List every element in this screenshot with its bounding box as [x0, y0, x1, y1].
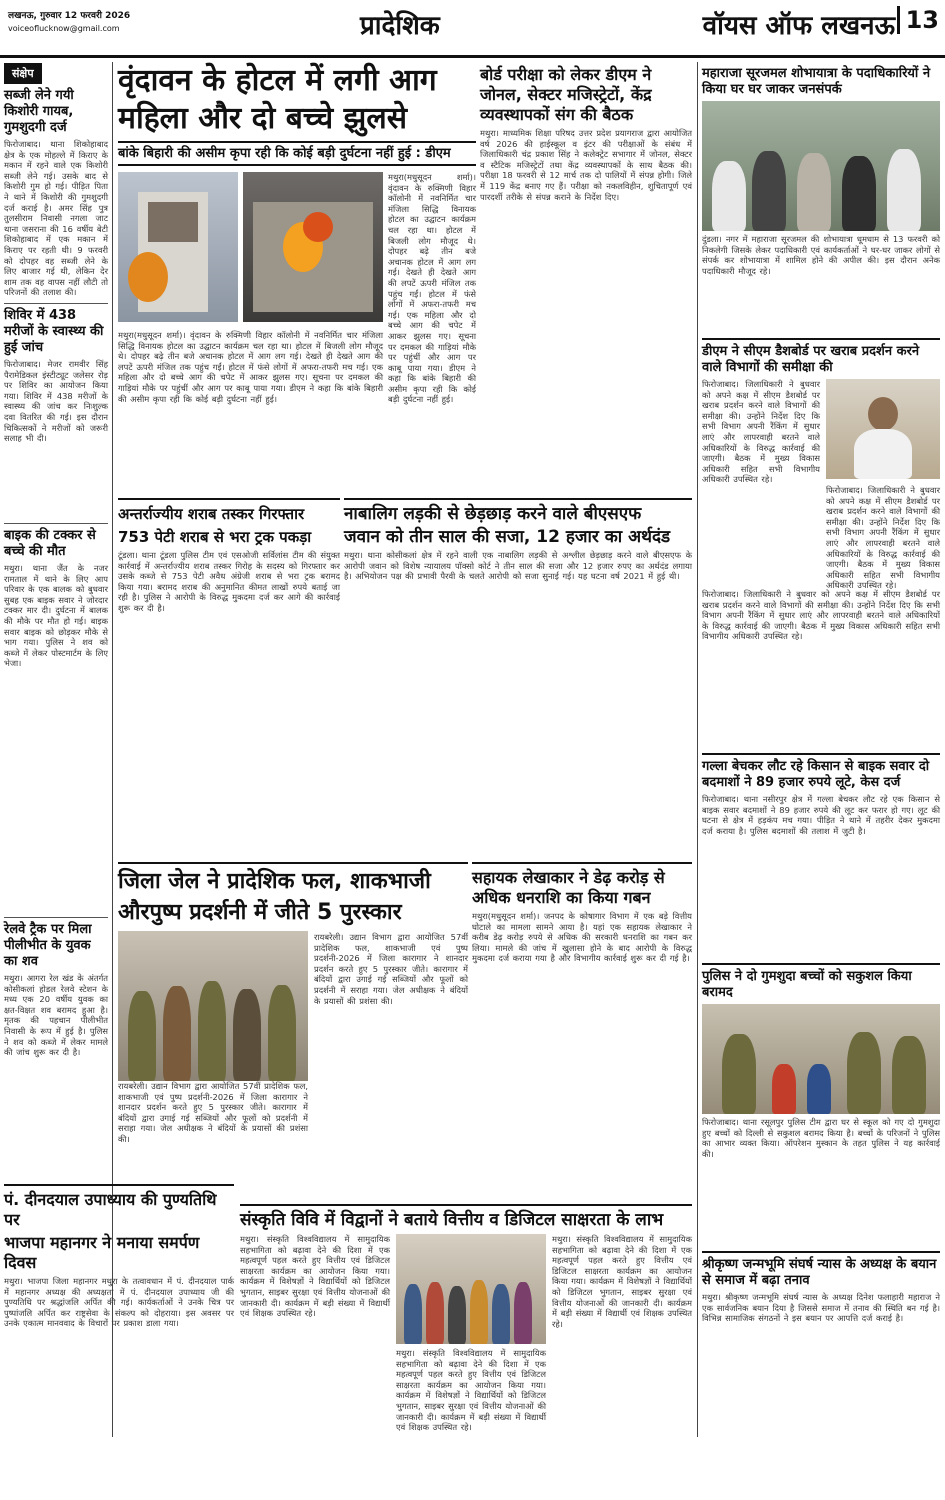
divider [702, 338, 940, 340]
bsf-jawan-story [344, 494, 692, 854]
lead-story [118, 62, 476, 492]
missing-children-text: फिरोजाबाद। थाना रसूलपुर पुलिस टीम द्वारा घर से स्कूल को गए दो गुमशुदा हुए बच्चों को दिल्ली से सकुशल बरामद किया है। बच्चों के परिजनों ने पुलिस का आभार व्यक्त किया। ऑपरेशन मुस्कान के तहत पुलिस ने यह कार्रवाई की। [702, 1117, 940, 1159]
lead-subheadline: बांके बिहारी की असीम कृपा रही कि कोई बड़ी दुर्घटना नहीं हुई : डीएम [118, 141, 476, 166]
deendayal-headline-line2: भाजपा महानगर ने मनाया समर्पण दिवस [4, 1233, 200, 1272]
brief-headline: सब्जी लेने गयी किशोरी गायब, गुमशुदगी दर्ज [4, 88, 74, 135]
krishna-text: मथुरा। श्रीकृष्ण जन्मभूमि संघर्ष न्यास के अध्यक्ष दिनेश फलाहारी महाराज ने एक सार्वजनिक बयान दिया है जिससे समाज में तनाव की स्थिति बन गई है। विभिन्न सामाजिक संगठनों ने इस बयान पर आपत्ति दर्ज कराई है। [702, 1292, 940, 1324]
embezzlement-headline: सहायक लेखाकार ने डेढ़ करोड़ से अधिक धनराशि का किया गबन [472, 868, 665, 907]
lead-text-cont: मथुरा(मधुसूदन शर्मा)। वृंदावन के रुक्मिणी विहार कॉलोनी में नवनिर्मित चार मंजिला सिद्धि विनायक होटल का उद्घाटन कार्यक्रम चल रहा था। होटल में बिजली लोग मौजूद थे। दोपहर बढ़े तीन बजे अचानक होटल में आग लग गई। देखते ही देखते आग की लपटें ऊपरी मंजिल तक पहुंच गईं। होटल में फंसे लोगों में अफरा-तफरी मच गई। एक महिला और दो बच्चे आग की चपेट में आकर झुलस गए। सूचना पर दमकल की गाड़ियां मौके पर पहुंचीं और आग पर काबू पाया गया। डीएम ने कहा कि बांके बिहारी की असीम कृपा रही कि कोई बड़ी दुर्घटना नहीं हुई। [118, 330, 383, 404]
smuggler-headline-line1: अन्तर्राज्यीय शराब तस्कर गिरफ्तार [118, 505, 305, 523]
issue-date: लखनऊ, गुरुवार 12 फरवरी 2026 [8, 11, 131, 21]
divider [118, 498, 340, 500]
right-column [702, 62, 940, 1440]
brief-text: मथुरा। थाना जैंत के नजर रामताल में थाने के लिए आप परिवार के एक बालक को बुधवार सुबह एक बाइक सवार ने जोरदार टक्कर मार दी। दुर्घटना में बालक की मौके पर मौत हो गई। बाइक सवार बाइक को छोड़कर मौके से भाग गया। पुलिस ने शव को कब्जे में लेकर पोस्टमार्टम के लिए भेजा। [4, 563, 108, 669]
deendayal-text: मथुरा। भाजपा जिला महानगर मथुरा के तत्वावधान में पं. दीनदयाल पार्क में महानगर अध्यक्ष की अध्यक्षता में पं. दीनदयाल उपाध्याय जी की पुण्यतिथि पर श्रद्धांजलि अर्पित की गई। कार्यकर्ताओं ने उनके चित्र पर पुष्पांजलि अर्पित कर राष्ट्रसेवा के संकल्प को दोहराया। इस अवसर पर उनके एकात्म मानववाद के विचारों पर प्रकाश डाला गया। [4, 1276, 234, 1329]
farmer-robbery-text: फिरोजाबाद। थाना नसीरपुर क्षेत्र में गल्ला बेचकर लौट रहे एक किसान से बाइक सवार बदमाशों ने 89 हजार रुपये की लूट कर फरार हो गए। लूट की घटना से क्षेत्र में हड़कंप मच गया। पीड़ित ने थाने में तहरीर देकर मुकदमा दर्ज कराया है। पुलिस बदमाशों की तलाश में जुटी है। [702, 794, 940, 836]
column-divider [697, 62, 698, 1437]
paper-name: वॉयस ऑफ लखनऊ [702, 11, 895, 41]
jail-exhibition-story [118, 858, 468, 1198]
sanskriti-story [240, 1200, 692, 1440]
lead-photo-fire [118, 172, 238, 322]
maharaja-headline: महाराजा सूरजमल शोभायात्रा के पदाधिकारियों ने किया घर घर जाकर जनसंपर्क [702, 66, 931, 97]
maharaja-text: दुंडला। नगर में महाराजा सूरजमल की शोभायात्रा धूमधाम से 13 फरवरी को निकलेगी जिसके लेकर पदाधिकारी एवं कार्यकर्ताओं ने घर-घर जाकर लोगों से संपर्क कर शोभायात्रा में शामिल होने की अपील की। इस दौरान अनेक पदाधिकारी मौजूद रहे। [702, 234, 940, 276]
jail-text-cont: रायबरेली। उद्यान विभाग द्वारा आयोजित 57वीं प्रादेशिक फल, शाकभाजी एवं पुष्प प्रदर्शनी-2026 में जिला कारागार ने शानदार प्रदर्शन करते हुए 5 पुरस्कार जीते। कारागार में बंदियों द्वारा उगाई गई सब्जियों और फूलों को प्रदर्शनी में सराहा गया। जेल अधीक्षक ने बंदियों के प्रयासों की प्रशंसा की। [118, 1081, 308, 1144]
masthead [0, 0, 945, 58]
divider [4, 917, 108, 918]
divider [702, 753, 940, 755]
divider [344, 498, 692, 500]
sanskriti-photo-group [396, 1234, 546, 1344]
dm-review-text-more: फिरोजाबाद। जिलाधिकारी ने बुधवार को अपने कक्ष में सीएम डैशबोर्ड पर खराब प्रदर्शन करने वाले विभागों की समीक्षा की। उन्होंने निर्देश दिए कि सभी विभाग अपनी रैंकिंग में सुधार लाएं और लापरवाही बरतने वाले अधिकारियों के विरुद्ध कार्रवाई की जाएगी। बैठक में मुख्य विकास अधिकारी सहित सभी विभागीय अधिकारी उपस्थित रहे। [702, 589, 940, 642]
divider [118, 862, 468, 864]
sanskriti-text-cont2: मथुरा। संस्कृति विश्वविद्यालय में सामुदायिक सहभागिता को बढ़ावा देने की दिशा में एक महत्वपूर्ण पहल करते हुए वित्तीय एवं डिजिटल साक्षरता कार्यक्रम का आयोजन किया गया। कार्यक्रम में विशेषज्ञों ने विद्यार्थियों को डिजिटल भुगतान, साइबर सुरक्षा एवं वित्तीय योजनाओं की जानकारी दी। कार्यक्रम में बड़ी संख्या में विद्यार्थी एवं शिक्षक उपस्थित रहे। [552, 1234, 692, 1329]
brief-text: मथुरा। आगरा रेल खंड के अंतर्गत कोसीकलां होडल रेलवे स्टेशन के मध्य एक 20 वर्षीय युवक का क्षत-विक्षत शव बरामद हुआ है। मृतक की पहचान पीलीभीत निवासी के रूप में हुई है। पुलिस ने शव को कब्जे में लेकर मामले की जांच शुरू कर दी है। [4, 973, 108, 1058]
board-headline: बोर्ड परीक्षा को लेकर डीएम ने जोनल, सेक्टर मजिस्ट्रेटों, केंद्र व्यवस्थापकों संग की बैठक [480, 65, 652, 124]
divider [702, 1251, 940, 1253]
jail-headline-line1: जिला जेल ने प्रादेशिक फल, शाकभाजी [118, 869, 431, 894]
divider [4, 1184, 234, 1186]
lead-headline-line1: वृंदावन के होटल में लगी आग [118, 63, 437, 98]
dm-review-text: फिरोजाबाद। जिलाधिकारी ने बुधवार को अपने कक्ष में सीएम डैशबोर्ड पर खराब प्रदर्शन करने वाले विभागों की समीक्षा की। उन्होंने निर्देश दिए कि सभी विभाग अपनी रैंकिंग में सुधार लाएं और लापरवाही बरतने वाले अधिकारियों के विरुद्ध कार्रवाई की जाएगी। बैठक में मुख्य विकास अधिकारी सहित सभी विभागीय अधिकारी उपस्थित रहे। [702, 379, 820, 485]
brief-text: फिरोजाबाद। थाना शिकोहाबाद क्षेत्र के एक मोहल्ले में किराए के मकान में रहने वाले एक किशोरी सब्जी लेने गई। उसके बाद से किशोरी गुम हो गई। पीड़ित पिता ने थाने में किशोरी की गुमशुदगी दर्ज कराई है। अमर सिंह पुत्र तुलसीराम निवासी नगला जाट थाना जसराना की 16 वर्षीय बेटी शिकोहाबाद में एक मकान में किराए पर रहती थी। 9 फरवरी को दोपहर वह सब्जी लेने के लिए बाजार गई थी, लेकिन देर शाम तक वह वापस नहीं लौटी तो परिजनों की तलाश की। [4, 139, 108, 298]
smuggler-text: टूंडला। थाना टूंडला पुलिस टीम एवं एसओजी सर्विलांस टीम की संयुक्त कार्रवाई में अन्तर्राज्यीय शराब तस्कर गिरोह के सदस्य को गिरफ्तार कर उसके कब्जे से 753 पेटी अवैध अंग्रेजी शराब से भरा ट्रक बरामद किया गया। बरामद शराब की अनुमानित कीमत लाखों रुपये बताई जा रही है। पुलिस ने आरोपी के विरुद्ध मुकदमा दर्ज कर आगे की कार्रवाई शुरू कर दी है। [118, 550, 340, 613]
sanskriti-headline: संस्कृति विवि में विद्वानों ने बताये वित्तीय व डिजिटल साक्षरता के लाभ [240, 1210, 664, 1230]
farmer-robbery-headline: गल्ला बेचकर लौट रहे किसान से बाइक सवार दो बदमाशों ने 89 हजार रुपये लूटे, केस दर्ज [702, 759, 930, 790]
smuggler-headline-line2: 753 पेटी शराब से भरा ट्रक पकड़ा [118, 528, 312, 546]
board-exam-story [480, 62, 692, 492]
bsf-text: मथुरा। थाना कोसीकलां क्षेत्र में रहने वाली एक नाबालिग लड़की से अश्लील छेड़छाड़ करने वाले बीएसएफ के आरोपी जवान को विशेष न्यायालय पॉक्सो कोर्ट ने तीन साल की सजा और 12 हजार रुपए का अर्थदंड लगाया है। अभियोजन पक्ष की प्रभावी पैरवी के चलते आरोपी को सजा सुनाई गई। यह घटना वर्ष 2021 में हुई थी। [344, 550, 692, 582]
page-number: 13 [897, 6, 939, 34]
lead-photo-building [243, 172, 383, 322]
brief-headline: रेलवे ट्रैक पर मिला पीलीभीत के युवक का शव [4, 922, 92, 969]
contact-email: voiceoflucknow@gmail.com [8, 24, 120, 33]
jail-photo-award [118, 931, 308, 1081]
deendayal-headline-line1: पं. दीनदयाल उपाध्याय की पुण्यतिथि पर [4, 1190, 217, 1229]
divider [4, 303, 108, 304]
brief-headline: बाइक की टक्कर से बच्चे की मौत [4, 528, 96, 559]
embezzlement-story [472, 858, 692, 1198]
lead-headline-line2: महिला और दो बच्चे झुलसे [118, 101, 407, 136]
divider [4, 523, 108, 524]
bsf-headline-line2: जवान को तीन साल की सजा, 12 हजार का अर्थदंड [344, 527, 671, 547]
dm-review-headline: डीएम ने सीएम डैशबोर्ड पर खराब प्रदर्शन करने वाले विभागों की समीक्षा की [702, 344, 920, 375]
sanskriti-text: मथुरा। संस्कृति विश्वविद्यालय में सामुदायिक सहभागिता को बढ़ावा देने की दिशा में एक महत्वपूर्ण पहल करते हुए वित्तीय एवं डिजिटल साक्षरता कार्यक्रम का आयोजन किया गया। कार्यक्रम में विशेषज्ञों ने विद्यार्थियों को डिजिटल भुगतान, साइबर सुरक्षा एवं वित्तीय योजनाओं की जानकारी दी। कार्यक्रम में बड़ी संख्या में विद्यार्थी एवं शिक्षक उपस्थित रहे। [240, 1234, 390, 1319]
maharaja-photo-group [702, 101, 940, 231]
board-text: मथुरा। माध्यमिक शिक्षा परिषद उत्तर प्रदेश प्रयागराज द्वारा आयोजित वर्ष 2026 की हाईस्कूल व इंटर की परीक्षाओं के संबंध में जिलाधिकारी चंद्र प्रकाश सिंह ने कलेक्ट्रेट सभागार में जोनल, सेक्टर व स्टैटिक मजिस्ट्रेटों तथा केंद्र व्यवस्थापकों के साथ बैठक की। परीक्षा 18 फरवरी से 12 मार्च तक दो पालियों में संपन्न होगी। जिले में 119 केंद्र बनाए गए हैं। परीक्षा को नकलविहीन, शुचितापूर्ण एवं पारदर्शी तरीके से संपन्न कराने के निर्देश दिए। [480, 128, 692, 202]
jail-text: रायबरेली। उद्यान विभाग द्वारा आयोजित 57वीं प्रादेशिक फल, शाकभाजी एवं पुष्प प्रदर्शनी-2026 में जिला कारागार ने शानदार प्रदर्शन करते हुए 5 पुरस्कार जीते। कारागार में बंदियों द्वारा उगाई गई सब्जियों और फूलों को प्रदर्शनी में सराहा गया। जेल अधीक्षक ने बंदियों के प्रयासों की प्रशंसा की। [314, 932, 468, 1006]
dm-review-body [702, 379, 940, 589]
brief-tag: संक्षेप [4, 63, 42, 84]
jail-headline-line2: औरपुष्प प्रदर्शनी में जीते 5 पुरस्कार [118, 900, 402, 925]
liquor-smuggler-story [118, 494, 340, 854]
embezzlement-text: मथुरा(मधुसूदन शर्मा)। जनपद के कोषागार विभाग में एक बड़े वित्तीय घोटाले का मामला सामने आया है। यहां एक सहायक लेखाकार ने करीब डेढ़ करोड़ रुपये से अधिक की सरकारी धनराशि का गबन कर लिया। मामले की जांच में खुलासा होने के बाद आरोपी के विरुद्ध मुकदमा दर्ज कराया गया है और विभागीय कार्रवाई शुरू कर दी गई है। [472, 911, 692, 964]
divider [702, 963, 940, 965]
krishna-headline: श्रीकृष्ण जन्मभूमि संघर्ष न्यास के अध्यक्ष के बयान से समाज में बढ़ा तनाव [702, 1257, 937, 1288]
sanskriti-text-cont: मथुरा। संस्कृति विश्वविद्यालय में सामुदायिक सहभागिता को बढ़ावा देने की दिशा में एक महत्वपूर्ण पहल करते हुए वित्तीय एवं डिजिटल साक्षरता कार्यक्रम का आयोजन किया गया। कार्यक्रम में विशेषज्ञों ने विद्यार्थियों को डिजिटल भुगतान, साइबर सुरक्षा एवं वित्तीय योजनाओं की जानकारी दी। कार्यक्रम में बड़ी संख्या में विद्यार्थी एवं शिक्षक उपस्थित रहे। [396, 1348, 546, 1433]
divider [240, 1204, 692, 1206]
bsf-headline-line1: नाबालिग लड़की से छेड़छाड़ करने वाले बीएसएफ [344, 504, 642, 524]
dm-review-text-cont: फिरोजाबाद। जिलाधिकारी ने बुधवार को अपने कक्ष में सीएम डैशबोर्ड पर खराब प्रदर्शन करने वाले विभागों की समीक्षा की। उन्होंने निर्देश दिए कि सभी विभाग अपनी रैंकिंग में सुधार लाएं और लापरवाही बरतने वाले अधिकारियों के विरुद्ध कार्रवाई की जाएगी। बैठक में मुख्य विकास अधिकारी सहित सभी विभागीय अधिकारी उपस्थित रहे। [826, 485, 940, 591]
police-children-photo [702, 1004, 940, 1114]
brief-headline: शिविर में 438 मरीजों के स्वास्थ्य की हुई जांच [4, 308, 104, 355]
brief-text: फिरोजाबाद। मेजर रामवीर सिंह पैरामेडिकल इंस्टीट्यूट जलेसर रोड़ पर शिविर का आयोजन किया गया। शिविर में 438 मरीजों के स्वास्थ्य की जांच कर निःशुल्क दवा वितरित की गई। इस दौरान चिकित्सकों ने मरीजों को जरूरी सलाह भी दी। [4, 359, 108, 444]
section-title: प्रादेशिक [360, 11, 440, 41]
missing-children-headline: पुलिस ने दो गुमशुदा बच्चों को सकुशल किया बरामद [702, 969, 912, 1000]
deendayal-story [4, 1180, 234, 1440]
dm-photo [826, 379, 940, 479]
lead-text: मथुरा(मधुसूदन शर्मा)। वृंदावन के रुक्मिणी विहार कॉलोनी में नवनिर्मित चार मंजिला सिद्धि विनायक होटल का उद्घाटन कार्यक्रम चल रहा था। होटल में बिजली लोग मौजूद थे। दोपहर बढ़े तीन बजे अचानक होटल में आग लग गई। देखते ही देखते आग की लपटें ऊपरी मंजिल तक पहुंच गईं। होटल में फंसे लोगों में अफरा-तफरी मच गई। एक महिला और दो बच्चे आग की चपेट में आकर झुलस गए। सूचना पर दमकल की गाड़ियां मौके पर पहुंचीं और आग पर काबू पाया गया। डीएम ने कहा कि बांके बिहारी की असीम कृपा रही कि कोई बड़ी दुर्घटना नहीं हुई। [388, 172, 476, 405]
divider [472, 862, 692, 864]
